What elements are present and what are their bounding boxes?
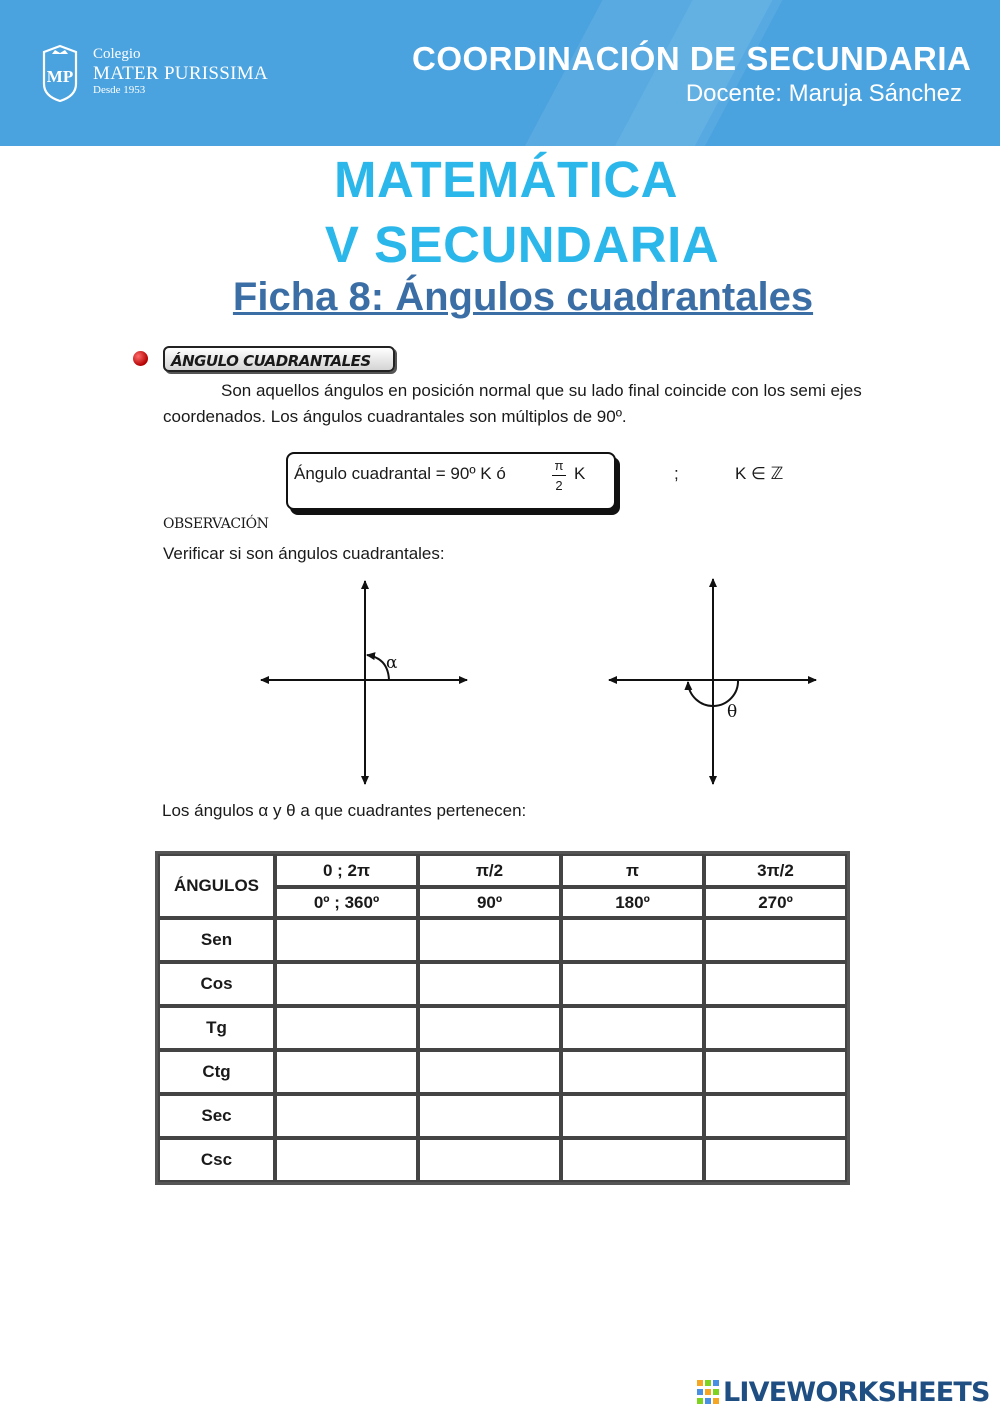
liveworksheets-text: LIVEWORKSHEETS [723,1377,990,1408]
answer-cell[interactable] [275,962,418,1006]
subject-title: MATEMÁTICA [334,151,678,208]
alpha-label: α [386,653,398,673]
answer-cell[interactable] [275,1006,418,1050]
answer-cell[interactable] [561,1094,704,1138]
logo-school-name: MATER PURISSIMA [93,63,269,84]
header-rad-3: 3π/2 [704,854,847,887]
header-rad-2: π [561,854,704,887]
header-teacher: Docente: Maruja Sánchez [685,80,962,107]
table-row [158,1006,847,1050]
fraction-denominator: 2 [555,478,563,493]
formula-semicolon: ; [674,464,679,483]
answer-cell[interactable] [704,1050,847,1094]
answer-cell[interactable] [561,1138,704,1182]
worksheet-title-text: Ficha 8: Ángulos cuadrantales [232,275,814,319]
angle-diagrams [0,570,1000,795]
logo-since: Desde 1953 [93,84,146,96]
table-row [158,918,847,962]
answer-cell[interactable] [704,1138,847,1182]
worksheet-title [0,275,1000,320]
answer-cell[interactable] [561,918,704,962]
answer-cell[interactable] [704,1006,847,1050]
answer-cell[interactable] [275,1094,418,1138]
header-deg-2: 180º [561,887,704,918]
answer-cell[interactable] [704,962,847,1006]
section-label: ÁNGULO CUADRANTALES [163,346,395,372]
theta-label: θ [727,702,738,722]
formula-k: K [574,464,586,483]
header-banner [0,0,1000,146]
alpha-diagram [261,581,467,784]
row-label-sec: Sec [158,1094,275,1138]
row-label-tg: Tg [158,1006,275,1050]
header-deg-3: 270º [704,887,847,918]
observation-title: OBSERVACIÓN [163,516,269,532]
trig-table [155,851,850,1185]
fraction-bar [552,475,566,476]
bullet-icon [133,351,148,366]
logo-colegio: Colegio [93,46,141,62]
formula-condition: K ∈ ℤ [735,464,784,483]
school-crest-icon [40,44,80,102]
formula-text: Ángulo cuadrantal = 90º K ó [294,464,506,483]
answer-cell[interactable] [418,1006,561,1050]
liveworksheets-icon [697,1380,719,1404]
header-deg-0: 0º ; 360º [275,887,418,918]
header-rad-0: 0 ; 2π [275,854,418,887]
header-title: COORDINACIÓN DE SECUNDARIA [412,40,972,77]
formula-fraction [552,458,566,493]
answer-cell[interactable] [418,1138,561,1182]
answer-cell[interactable] [275,1050,418,1094]
definition-text: Son aquellos ángulos en posición normal que su lado final coincide con los semi ejes coordenados. Los ángulos cuadrantales son múltiplos de 90º. [163,381,862,426]
answer-cell[interactable] [704,1094,847,1138]
answer-cell[interactable] [561,1050,704,1094]
table-header-radians [158,854,847,887]
row-label-ctg: Ctg [158,1050,275,1094]
answer-cell[interactable] [561,1006,704,1050]
question-text: Los ángulos α y θ a que cuadrantes pertenecen: [162,801,527,820]
answer-cell[interactable] [561,962,704,1006]
row-label-cos: Cos [158,962,275,1006]
table-row [158,1094,847,1138]
answer-cell[interactable] [275,918,418,962]
row-label-sen: Sen [158,918,275,962]
grade-title: V SECUNDARIA [324,216,720,273]
fraction-numerator: π [554,458,564,473]
answer-cell[interactable] [704,918,847,962]
observation-instruction: Verificar si son ángulos cuadrantales: [163,544,445,563]
definition-paragraph [163,378,883,430]
table-row [158,962,847,1006]
header-deg-1: 90º [418,887,561,918]
row-label-csc: Csc [158,1138,275,1182]
header-rad-1: π/2 [418,854,561,887]
theta-diagram [609,579,816,784]
answer-cell[interactable] [418,1050,561,1094]
table-corner-label: ÁNGULOS [158,854,275,918]
table-row [158,1050,847,1094]
table-row [158,1138,847,1182]
answer-cell[interactable] [418,962,561,1006]
answer-cell[interactable] [275,1138,418,1182]
answer-cell[interactable] [418,1094,561,1138]
logo-mark: MP [46,67,74,86]
answer-cell[interactable] [418,918,561,962]
